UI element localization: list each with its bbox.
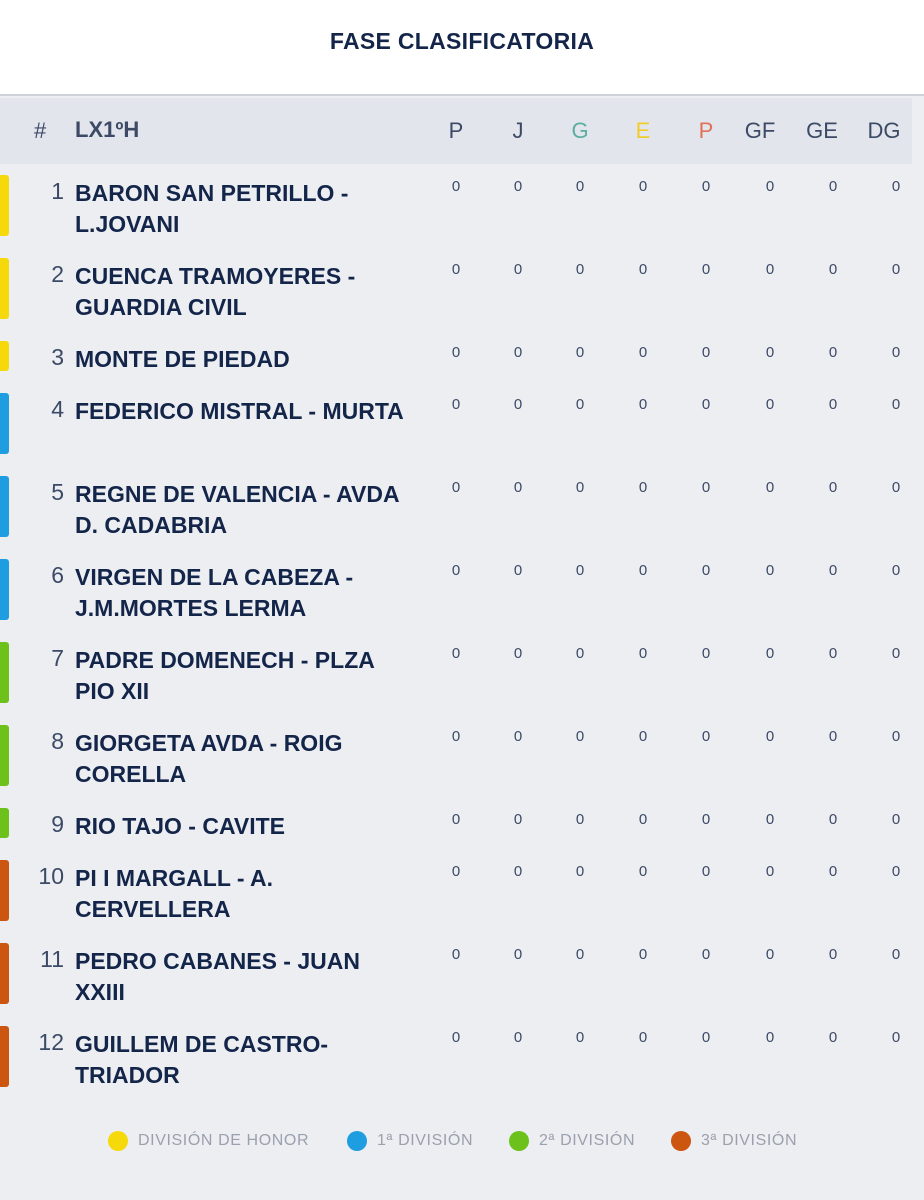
stat-cell: 0 <box>828 811 838 828</box>
table-row[interactable] <box>0 548 924 631</box>
table-row[interactable] <box>0 465 924 548</box>
stat-cell: 0 <box>828 344 838 361</box>
stat-cell: 0 <box>575 728 585 745</box>
division-indicator <box>0 258 9 319</box>
stat-cell: 0 <box>451 811 461 828</box>
position-column-header: # <box>34 118 47 143</box>
stat-cell: 0 <box>891 479 901 496</box>
stat-cell: 0 <box>828 1029 838 1046</box>
stat-cell: 0 <box>513 562 523 579</box>
table-row[interactable] <box>0 932 924 1015</box>
table-header <box>0 98 912 164</box>
col-header-points: P <box>448 118 464 143</box>
stat-cell: 0 <box>701 1029 711 1046</box>
team-name: CUENCA TRAMOYERES - GUARDIA CIVIL <box>75 263 356 320</box>
stat-cell: 0 <box>701 344 711 361</box>
legend-dot <box>509 1131 529 1151</box>
legend-label: 1ª DIVISIÓN <box>377 1132 474 1149</box>
table-row[interactable] <box>0 1015 924 1098</box>
stat-cell: 0 <box>638 562 648 579</box>
legend-dot <box>347 1131 367 1151</box>
division-indicator <box>0 860 9 921</box>
stat-cell: 0 <box>701 479 711 496</box>
stat-cell: 0 <box>513 863 523 880</box>
col-header-lost: P <box>698 118 714 143</box>
stat-cell: 0 <box>575 178 585 195</box>
team-name: FEDERICO MISTRAL - MURTA <box>75 398 404 424</box>
stat-cell: 0 <box>451 728 461 745</box>
stat-cell: 0 <box>638 863 648 880</box>
stat-cell: 0 <box>701 645 711 662</box>
stat-cell: 0 <box>765 1029 775 1046</box>
stat-cell: 0 <box>638 261 648 278</box>
team-name: BARON SAN PETRILLO - L.JOVANI <box>75 180 349 237</box>
stat-cell: 0 <box>513 946 523 963</box>
team-name: MONTE DE PIEDAD <box>75 346 290 372</box>
table-row[interactable] <box>0 631 924 714</box>
stat-cell: 0 <box>451 562 461 579</box>
col-header-won: G <box>571 118 589 143</box>
stat-cell: 0 <box>513 396 523 413</box>
stat-cell: 0 <box>451 178 461 195</box>
table-row[interactable] <box>0 164 924 247</box>
stat-cell: 0 <box>765 344 775 361</box>
team-name: GIORGETA AVDA - ROIG CORELLA <box>75 730 343 787</box>
position-number: 9 <box>51 811 64 837</box>
stat-cell: 0 <box>513 728 523 745</box>
position-number: 11 <box>40 946 64 972</box>
stat-cell: 0 <box>701 261 711 278</box>
stat-cell: 0 <box>575 344 585 361</box>
division-indicator <box>0 725 9 786</box>
stat-cell: 0 <box>765 479 775 496</box>
col-header-drawn: E <box>635 118 651 143</box>
position-number: 6 <box>51 562 64 588</box>
legend-dot <box>108 1131 128 1151</box>
stat-cell: 0 <box>513 811 523 828</box>
stat-cell: 0 <box>575 562 585 579</box>
position-number: 10 <box>38 863 64 889</box>
team-name: PI I MARGALL - A. CERVELLERA <box>75 865 274 922</box>
stat-cell: 0 <box>575 396 585 413</box>
stat-cell: 0 <box>575 863 585 880</box>
stat-cell: 0 <box>638 946 648 963</box>
position-number: 1 <box>51 178 64 204</box>
stat-cell: 0 <box>765 261 775 278</box>
stat-cell: 0 <box>891 562 901 579</box>
stat-cell: 0 <box>638 178 648 195</box>
table-row[interactable] <box>0 330 924 382</box>
team-name: REGNE DE VALENCIA - AVDA D. CADABRIA <box>75 481 399 538</box>
team-name: RIO TAJO - CAVITE <box>75 813 285 839</box>
table-row[interactable] <box>0 247 924 330</box>
stat-cell: 0 <box>638 645 648 662</box>
division-indicator <box>0 559 9 620</box>
stat-cell: 0 <box>765 946 775 963</box>
stat-cell: 0 <box>891 946 901 963</box>
stat-cell: 0 <box>513 344 523 361</box>
top-bar <box>0 0 924 96</box>
division-indicator <box>0 642 9 703</box>
stat-cell: 0 <box>701 946 711 963</box>
stat-cell: 0 <box>701 178 711 195</box>
stat-cell: 0 <box>828 562 838 579</box>
legend-dot <box>671 1131 691 1151</box>
stat-cell: 0 <box>765 562 775 579</box>
legend-label: 2ª DIVISIÓN <box>539 1132 636 1149</box>
division-indicator <box>0 175 9 236</box>
stat-cell: 0 <box>513 645 523 662</box>
division-indicator <box>0 943 9 1004</box>
team-name: PADRE DOMENECH - PLZA PIO XII <box>75 647 374 704</box>
stat-cell: 0 <box>828 479 838 496</box>
stat-cell: 0 <box>828 178 838 195</box>
division-indicator <box>0 808 9 838</box>
col-header-goals-against: GE <box>806 118 838 143</box>
stat-cell: 0 <box>701 396 711 413</box>
stat-cell: 0 <box>701 728 711 745</box>
stat-cell: 0 <box>891 1029 901 1046</box>
col-header-played: J <box>512 118 524 143</box>
table-row[interactable] <box>0 849 924 932</box>
stat-cell: 0 <box>701 863 711 880</box>
stat-cell: 0 <box>575 1029 585 1046</box>
stat-cell: 0 <box>765 396 775 413</box>
stat-cell: 0 <box>638 479 648 496</box>
stat-cell: 0 <box>451 946 461 963</box>
stat-cell: 0 <box>451 863 461 880</box>
stat-cell: 0 <box>575 645 585 662</box>
stat-cell: 0 <box>575 479 585 496</box>
position-number: 8 <box>51 728 64 754</box>
division-indicator <box>0 393 9 454</box>
group-column-header: LX1ºH <box>75 117 140 142</box>
stat-cell: 0 <box>451 645 461 662</box>
stat-cell: 0 <box>701 562 711 579</box>
stat-cell: 0 <box>891 863 901 880</box>
team-name: PEDRO CABANES - JUAN XXIII <box>75 948 360 1005</box>
stat-cell: 0 <box>828 261 838 278</box>
stat-cell: 0 <box>891 645 901 662</box>
stat-cell: 0 <box>701 811 711 828</box>
stat-cell: 0 <box>765 863 775 880</box>
stat-cell: 0 <box>828 396 838 413</box>
division-indicator <box>0 476 9 537</box>
stat-cell: 0 <box>891 261 901 278</box>
col-header-goals-for: GF <box>744 118 776 143</box>
position-number: 4 <box>51 396 64 422</box>
stat-cell: 0 <box>513 1029 523 1046</box>
stat-cell: 0 <box>765 728 775 745</box>
stat-cell: 0 <box>575 261 585 278</box>
col-header-goal-difference: DG <box>867 118 901 143</box>
page-title: FASE CLASIFICATORIA <box>329 28 595 54</box>
stat-cell: 0 <box>451 479 461 496</box>
legend-label: 3ª DIVISIÓN <box>701 1132 798 1149</box>
table-row[interactable] <box>0 714 924 797</box>
stat-cell: 0 <box>638 344 648 361</box>
stat-cell: 0 <box>891 178 901 195</box>
stat-cell: 0 <box>891 396 901 413</box>
stat-cell: 0 <box>638 396 648 413</box>
table-row[interactable] <box>0 797 924 849</box>
stat-cell: 0 <box>451 261 461 278</box>
stat-cell: 0 <box>765 811 775 828</box>
stat-cell: 0 <box>828 645 838 662</box>
stat-cell: 0 <box>638 811 648 828</box>
stat-cell: 0 <box>638 728 648 745</box>
table-row[interactable] <box>0 382 924 465</box>
stat-cell: 0 <box>828 946 838 963</box>
position-number: 3 <box>51 344 64 370</box>
stat-cell: 0 <box>765 178 775 195</box>
stat-cell: 0 <box>513 178 523 195</box>
legend-label: DIVISIÓN DE HONOR <box>138 1132 310 1149</box>
team-name: VIRGEN DE LA CABEZA -J.M.MORTES LERMA <box>75 564 354 621</box>
position-number: 12 <box>38 1029 64 1055</box>
division-indicator <box>0 1026 9 1087</box>
stat-cell: 0 <box>891 811 901 828</box>
stat-cell: 0 <box>891 728 901 745</box>
stat-cell: 0 <box>451 1029 461 1046</box>
stat-cell: 0 <box>765 645 775 662</box>
stat-cell: 0 <box>575 946 585 963</box>
position-number: 7 <box>51 645 64 671</box>
position-number: 2 <box>51 261 64 287</box>
stat-cell: 0 <box>451 344 461 361</box>
team-name: GUILLEM DE CASTRO-TRIADOR <box>75 1031 328 1088</box>
position-number: 5 <box>51 479 64 505</box>
stat-cell: 0 <box>891 344 901 361</box>
stat-cell: 0 <box>638 1029 648 1046</box>
division-indicator <box>0 341 9 371</box>
stat-cell: 0 <box>513 479 523 496</box>
stat-cell: 0 <box>828 728 838 745</box>
stat-cell: 0 <box>451 396 461 413</box>
stat-cell: 0 <box>575 811 585 828</box>
stat-cell: 0 <box>513 261 523 278</box>
stat-cell: 0 <box>828 863 838 880</box>
